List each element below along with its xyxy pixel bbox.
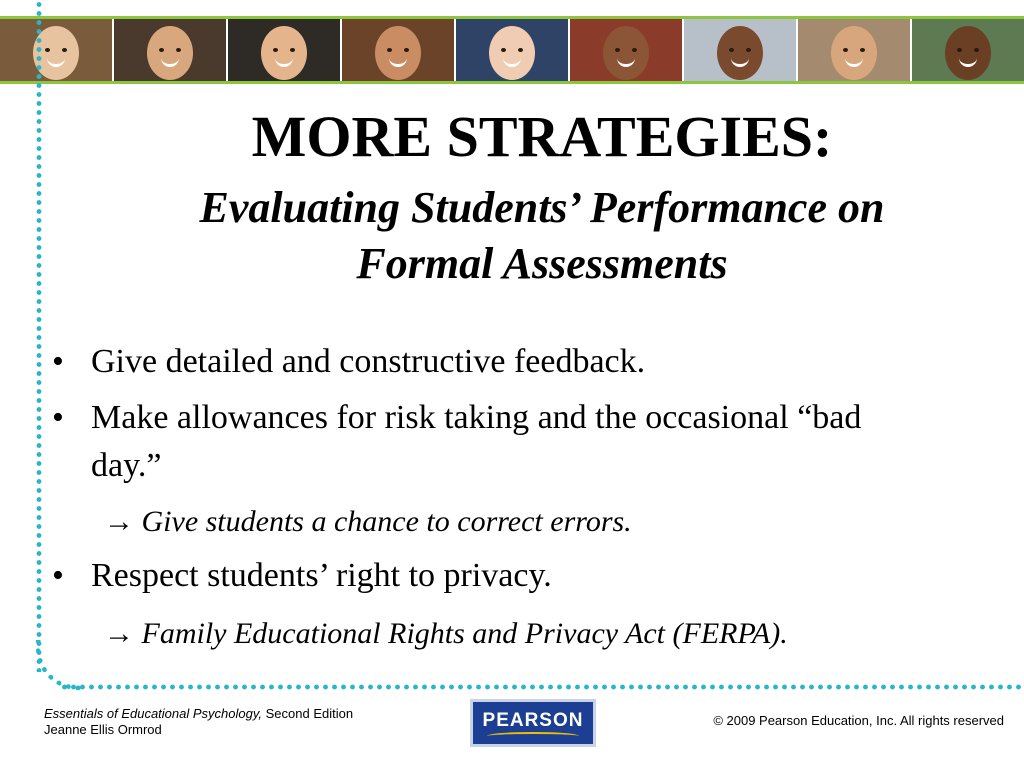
footer-citation [44, 706, 353, 738]
bullet-text: Respect students’ right to privacy. [91, 557, 552, 594]
book-title: Essentials of Educational Psychology, [44, 706, 262, 721]
photo-banner [0, 16, 1024, 84]
bullet-text-line: day.” [91, 447, 162, 484]
subtitle-line-2: Formal Assessments [356, 239, 728, 288]
book-edition: Second Edition [262, 706, 354, 721]
bullet-text-line: Make allowances for risk taking and the occasional “bad [91, 399, 862, 436]
subtitle-line-1: Evaluating Students’ Performance on [199, 183, 885, 232]
child-photo [456, 19, 570, 81]
child-photo [114, 19, 228, 81]
bullet-marker: • [52, 343, 64, 380]
slide-subtitle [60, 180, 1024, 292]
dotted-border-vertical [36, 0, 42, 672]
bullet-text [91, 394, 1011, 490]
bullet-text: Give detailed and constructive feedback. [91, 343, 646, 380]
child-photo [684, 19, 798, 81]
child-photo [0, 19, 114, 81]
child-photo [912, 19, 1024, 81]
dotted-border-horizontal [60, 684, 1024, 690]
slide-title: MORE STRATEGIES: [251, 104, 833, 169]
bullet-marker: • [52, 399, 64, 436]
copyright-notice: © 2009 Pearson Education, Inc. All rights reserved [713, 713, 1004, 728]
book-author: Jeanne Ellis Ormrod [44, 722, 162, 737]
pearson-logo [470, 699, 596, 747]
child-photo [570, 19, 684, 81]
child-photo [342, 19, 456, 81]
child-photo [798, 19, 912, 81]
dotted-border-corner [36, 640, 84, 690]
child-photo [228, 19, 342, 81]
sub-point: → Give students a chance to correct errors. [104, 505, 632, 538]
pearson-logo-text: PEARSON [482, 710, 584, 731]
bullet-marker: • [52, 557, 64, 594]
logo-swoosh-icon [487, 732, 579, 740]
sub-point: → Family Educational Rights and Privacy Act (FERPA). [104, 617, 788, 650]
